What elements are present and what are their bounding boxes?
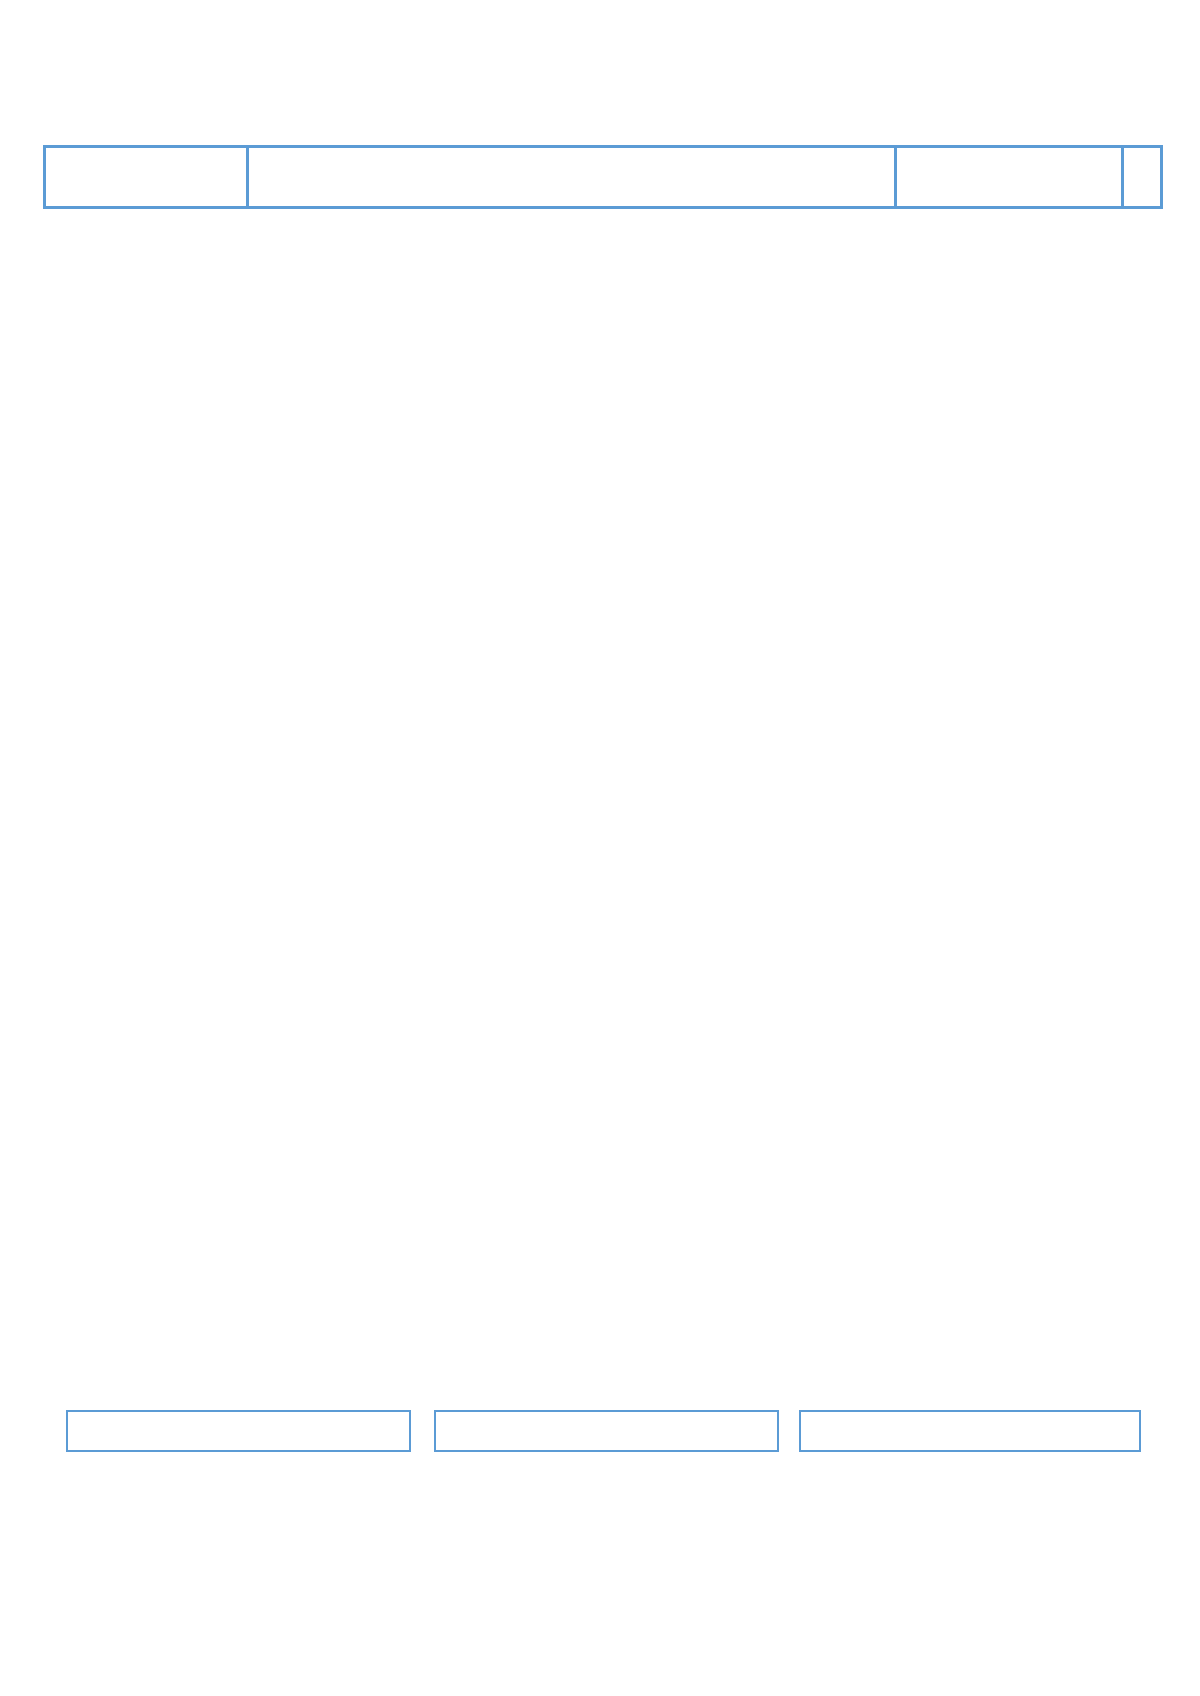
table-header-row — [43, 145, 1163, 209]
physical-training-label — [66, 1410, 411, 1452]
name-field[interactable] — [434, 1410, 779, 1452]
header-score — [1121, 145, 1163, 209]
header-fitness-test — [894, 145, 1121, 209]
header-definition — [246, 145, 894, 209]
header-component — [43, 145, 246, 209]
sport-field[interactable] — [799, 1410, 1141, 1452]
